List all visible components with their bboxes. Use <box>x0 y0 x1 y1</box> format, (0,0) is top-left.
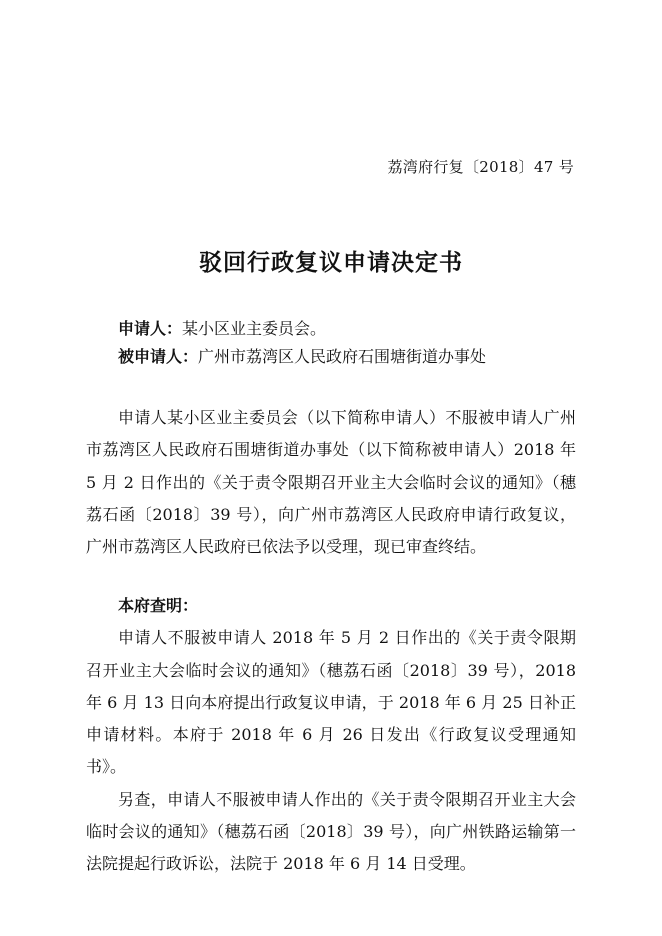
applicant-value: 某小区业主委员会。 <box>182 319 327 338</box>
findings-paragraph-1: 申请人不服被申请人 2018 年 5 月 2 日作出的《关于责令限期召开业主大会临时会议的通知》（穗荔石函〔2018〕39 号），2018 年 6 月 13 日向本府提出行政复议申请，于 2018 年 6 月 25 日补正申请材料。本府于 2018 年 6 月 26 日发出《行政复议受理通知书》。 <box>86 628 576 777</box>
findings-heading: 本府查明： <box>118 596 199 615</box>
respondent-value: 广州市荔湾区人民政府石围塘街道办事处 <box>198 347 487 366</box>
document-number: 荔湾府行复〔2018〕47 号 <box>387 158 574 176</box>
intro-section <box>86 402 576 563</box>
findings-paragraph-2: 另查，申请人不服被申请人作出的《关于责令限期召开业主大会临时会议的通知》（穗荔石函〔2018〕39 号），向广州铁路运输第一法院提起行政诉讼，法院于 2018 年 6 月 14 日受理。 <box>86 789 576 874</box>
applicant-line <box>118 316 326 339</box>
respondent-line <box>118 344 486 367</box>
intro-paragraph: 申请人某小区业主委员会（以下简称申请人）不服被申请人广州市荔湾区人民政府石围塘街道办事处（以下简称被申请人）2018 年 5 月 2 日作出的《关于责令限期召开业主大会临时会议的通知》（穗荔石函〔2018〕39 号），向广州市荔湾区人民政府申请行政复议，广州市荔湾区人民政府已依法予以受理，现已审查终结。 <box>86 408 576 557</box>
findings-section <box>86 590 576 881</box>
respondent-label: 被申请人： <box>118 347 199 366</box>
applicant-label: 申请人： <box>118 319 183 338</box>
document-title: 驳回行政复议申请决定书 <box>199 249 463 276</box>
